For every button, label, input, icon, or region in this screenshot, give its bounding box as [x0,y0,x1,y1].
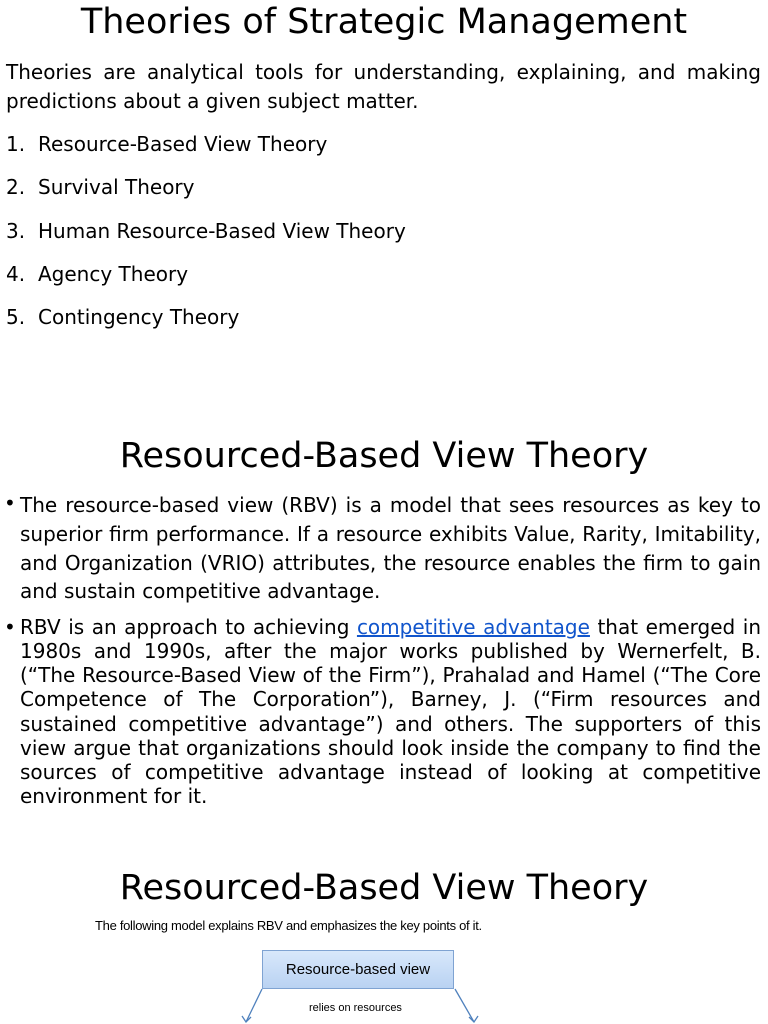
list-item-number: 5. [6,305,26,330]
bullet-item [4,615,761,808]
slide-title: Resourced-Based View Theory [119,436,649,476]
competitive-advantage-link[interactable]: competitive advantage [356,615,590,640]
list-item-label: Human Resource-Based View Theory [38,218,406,243]
bullet-text-end: that emerged in 1980s and 1990s, after the major works published by Wernerfelt, B. (“The Resource-Based View of the Firm”), Prahalad and Hamel (“The Core Competence of The Corporation”), Barney, J. (“Firm resources and sustained competitive advantage”) and others. The supporters of this view argue that organizations should look inside the company to find the sources of competitive advantage instead of looking at competitive environment for it. [20,615,762,808]
slide-title: Resourced-Based View Theory [119,868,649,908]
list-item [6,216,746,259]
bullet-dot-icon: • [4,491,16,515]
right-arrow-line [455,989,474,1022]
bullet-text [20,615,761,808]
bullet-text: The resource-based view (RBV) is a model that sees resources as key to superior firm performance. If a resource exhibits Value, Rarity, Imitability, and Organization (VRIO) attributes, the resource enables the firm to gain and sustain competitive advantage. [20,493,761,604]
bullet-dot-icon: • [4,615,16,640]
list-item-number: 4. [6,261,26,286]
left-arrowhead-icon [242,1016,251,1022]
list-item-label: Agency Theory [38,261,189,286]
bullet-list [4,491,761,808]
left-arrow-line [246,989,262,1022]
list-item [6,172,746,215]
diagram-caption: The following model explains RBV and emphasizes the key points of it. [95,918,482,933]
list-item [6,129,746,172]
diagram-root-label: Resource-based view [285,961,431,978]
list-item-label: Survival Theory [38,175,195,200]
list-item-label: Resource-Based View Theory [38,132,328,156]
diagram-edge-label: relies on resources [309,1002,402,1014]
theory-list [6,129,746,345]
slide-title: Theories of Strategic Management [80,2,688,42]
list-item [6,259,746,302]
diagram-root-node [262,950,454,989]
list-item-number: 2. [6,175,26,200]
intro-paragraph: Theories are analytical tools for understanding, explaining, and making predictions about a given subject matter. [6,60,761,113]
list-item-label: Contingency Theory [38,305,240,330]
list-item-number: 3. [6,218,26,243]
bullet-item [4,491,761,606]
list-item [6,302,746,345]
bullet-text-start: RBV is an approach to achieving [20,615,357,640]
list-item-number: 1. [6,132,26,156]
